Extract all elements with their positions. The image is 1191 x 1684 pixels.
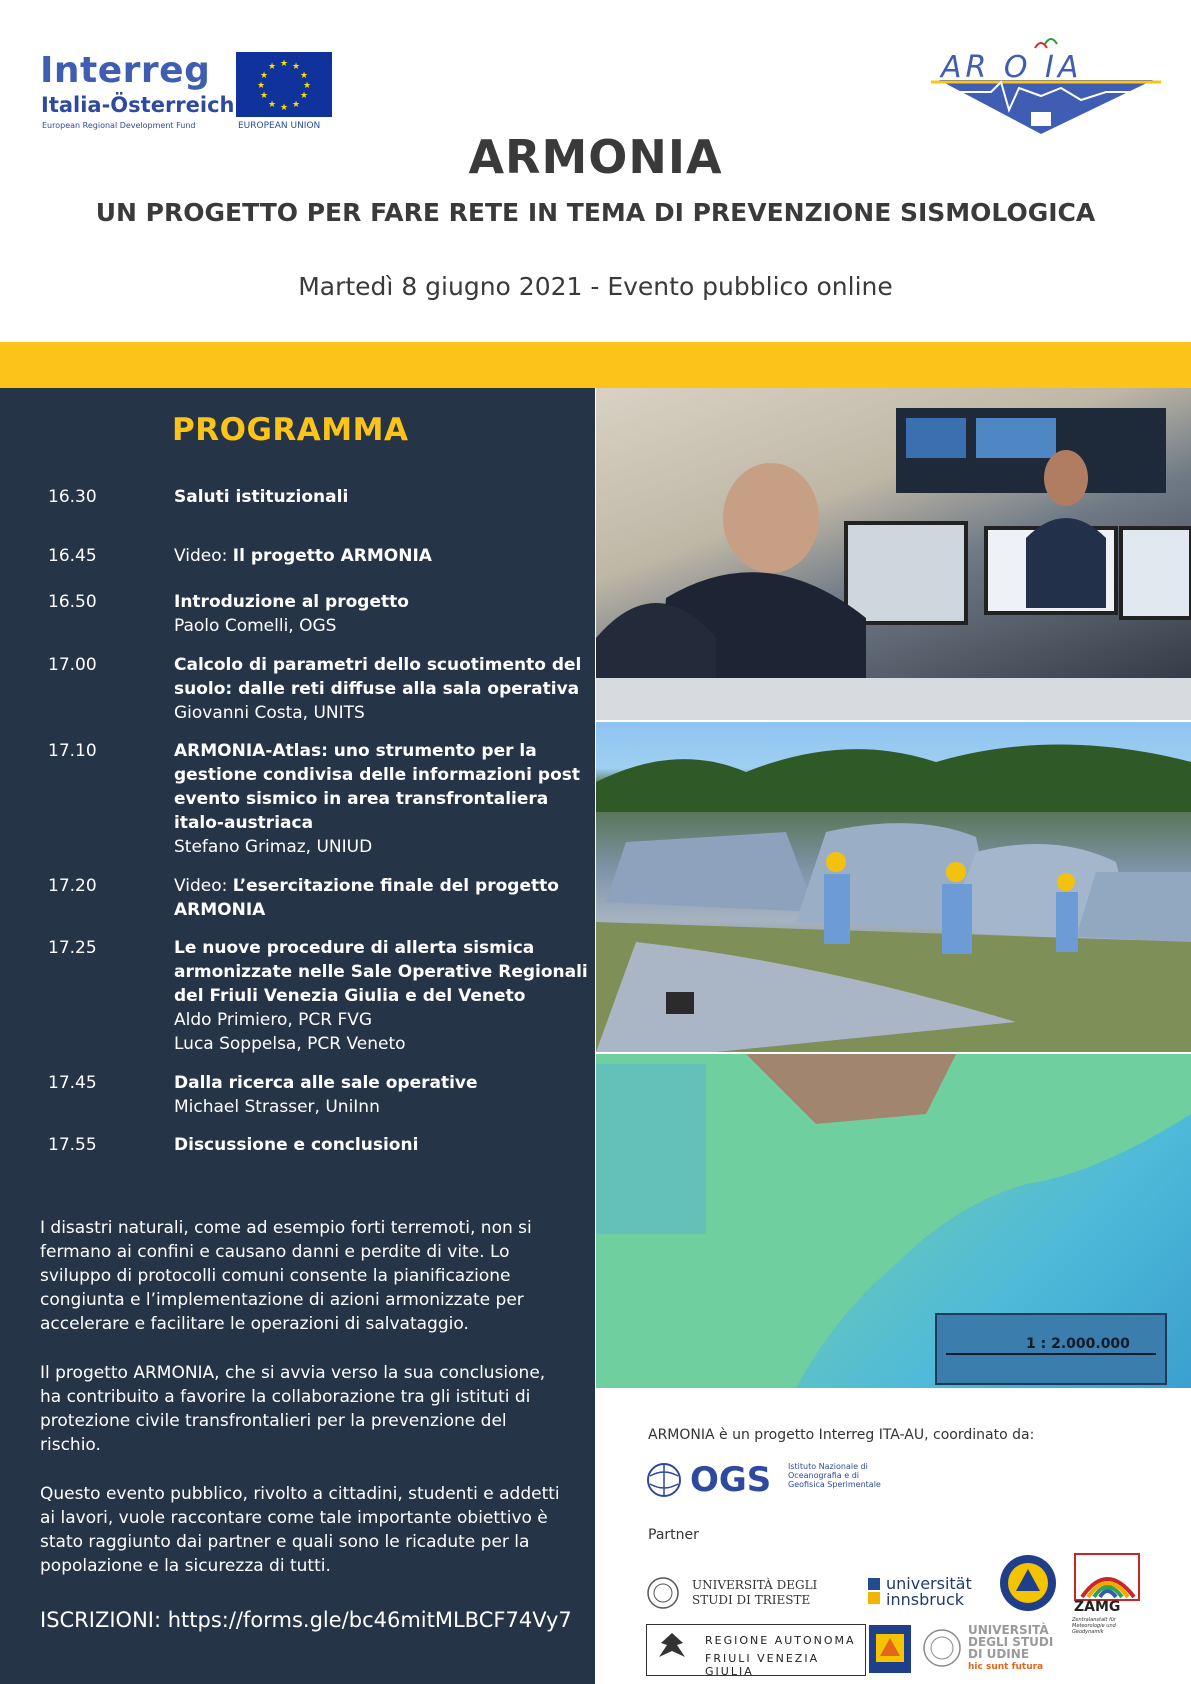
units-name: UNIVERSITÀ DEGLI STUDI DI TRIESTE bbox=[692, 1578, 818, 1607]
svg-text:★: ★ bbox=[259, 91, 269, 101]
innsbruck-word: universität bbox=[886, 1574, 972, 1593]
svg-text:1 : 2.000.000: 1 : 2.000.000 bbox=[1026, 1336, 1130, 1352]
innsbruck-square-icon bbox=[868, 1592, 880, 1604]
uniud-seal-icon bbox=[922, 1628, 962, 1668]
program-item-title: Le nuove procedure di allerta sismica armonizzate nelle Sale Operative Regionali del Friuli Venezia Giulia e del Veneto bbox=[174, 938, 588, 1006]
event-date: Martedì 8 giugno 2021 - Evento pubblico online bbox=[298, 272, 893, 301]
yellow-band bbox=[0, 342, 1191, 388]
innsbruck-city: innsbruck bbox=[886, 1590, 964, 1609]
eu-flag-icon bbox=[236, 52, 332, 117]
protezione-civile-icon bbox=[998, 1553, 1058, 1613]
program-item-title: Dalla ricerca alle sale operative bbox=[174, 1073, 478, 1093]
svg-text:★: ★ bbox=[299, 91, 309, 101]
interreg-fund: European Regional Development Fund bbox=[42, 121, 196, 130]
interreg-wordmark: Interreg bbox=[40, 50, 211, 91]
program-speaker: Stefano Grimaz, UNIUD bbox=[174, 837, 373, 857]
svg-text:★: ★ bbox=[279, 103, 289, 113]
uniud-line-2: DEGLI STUDI bbox=[968, 1635, 1054, 1649]
program-time: 17.00 bbox=[48, 655, 97, 675]
svg-text:★: ★ bbox=[267, 100, 277, 110]
program-time: 17.55 bbox=[48, 1135, 97, 1155]
zamg-abbr: ZAMG bbox=[1074, 1599, 1121, 1615]
svg-text:★: ★ bbox=[279, 59, 289, 69]
program-time: 17.25 bbox=[48, 938, 97, 958]
partner-label: Partner bbox=[648, 1527, 699, 1543]
svg-text:★: ★ bbox=[291, 62, 301, 72]
ogs-abbr: OGS bbox=[690, 1460, 772, 1500]
program-time: 17.10 bbox=[48, 741, 97, 761]
page-subtitle: UN PROGETTO PER FARE RETE IN TEMA DI PREVENZIONE SISMOLOGICA bbox=[95, 198, 1096, 227]
zamg-full-name: Zentralanstalt für Meteorologie und Geodynamik bbox=[1072, 1617, 1116, 1635]
svg-text:★: ★ bbox=[256, 81, 266, 91]
interreg-logo bbox=[40, 50, 340, 135]
page-title: ARMONIA bbox=[468, 130, 723, 184]
program-title: PROGRAMMA bbox=[172, 412, 409, 448]
zamg-logo bbox=[1074, 1553, 1140, 1621]
description-paragraph: Questo evento pubblico, rivolto a cittadini, studenti e addetti ai lavori, vuole raccontare come tale importante obiettivo è stato raggiunto dai partner e quali sono le ricadute per la popolazione e la sicurezza di tutti. bbox=[40, 1484, 560, 1576]
program-speaker: Giovanni Costa, UNITS bbox=[174, 703, 365, 723]
armonia-logo-text: AR O IA bbox=[941, 50, 1083, 85]
program-time: 17.45 bbox=[48, 1073, 97, 1093]
protezione-civile-logo bbox=[998, 1553, 1058, 1613]
program-item-title: L’esercitazione finale del progetto ARMONIA bbox=[174, 876, 559, 920]
uniud-logo bbox=[922, 1624, 1062, 1680]
program-item-title: ARMONIA-Atlas: uno strumento per la gestione condivisa delle informazioni post evento sismico in area transfrontaliera italo-austriaca bbox=[174, 741, 580, 833]
atlas-map-photo bbox=[596, 1054, 1191, 1388]
protezione-civile-fvg-logo bbox=[868, 1624, 912, 1674]
units-logo bbox=[646, 1572, 856, 1614]
program-speaker: Aldo Primiero, PCR FVG bbox=[174, 1010, 373, 1030]
program-item-title: Saluti istituzionali bbox=[174, 487, 349, 507]
program-time: 17.20 bbox=[48, 876, 97, 896]
program-item-title: Il progetto ARMONIA bbox=[232, 546, 432, 566]
program-time: 16.30 bbox=[48, 487, 97, 507]
svg-text:★: ★ bbox=[302, 81, 312, 91]
program-speaker: Paolo Comelli, OGS bbox=[174, 616, 337, 636]
ogs-globe-icon bbox=[646, 1462, 682, 1498]
uniud-motto: hic sunt futura bbox=[968, 1662, 1044, 1672]
pc-fvg-icon bbox=[868, 1624, 912, 1674]
fvg-line-1: REGIONE AUTONOMA bbox=[705, 1634, 856, 1647]
fvg-eagle-icon bbox=[655, 1629, 689, 1669]
innsbruck-logo bbox=[868, 1575, 988, 1615]
svg-text:★: ★ bbox=[291, 100, 301, 110]
ogs-full-name: Istituto Nazionale di Oceanografia e di Geofisica Sperimentale bbox=[788, 1462, 881, 1489]
program-speaker: Luca Soppelsa, PCR Veneto bbox=[174, 1034, 406, 1054]
fvg-line-2: FRIULI VENEZIA GIULIA bbox=[705, 1652, 820, 1678]
description-paragraph: Il progetto ARMONIA, che si avvia verso la sua conclusione, ha contribuito a favorire la collaborazione tra gli istituti di protezione civile transfrontalieri per la prevenzione del rischio. bbox=[40, 1363, 546, 1455]
units-seal-icon bbox=[646, 1574, 680, 1612]
eu-label: EUROPEAN UNION bbox=[238, 121, 321, 131]
partner-caption: ARMONIA è un progetto Interreg ITA-AU, coordinato da: bbox=[648, 1427, 1035, 1443]
registration-link[interactable]: ISCRIZIONI: https://forms.gle/bc46mitMLBCF74Vy7 bbox=[40, 1608, 572, 1632]
svg-text:★: ★ bbox=[259, 71, 269, 81]
ogs-logo bbox=[646, 1458, 886, 1508]
uniud-line-3: DI UDINE bbox=[968, 1647, 1030, 1661]
control-room-photo bbox=[596, 388, 1191, 720]
program-item-prefix: Video: bbox=[174, 546, 233, 566]
uniud-line-1: UNIVERSITÀ bbox=[968, 1623, 1049, 1637]
fvg-logo bbox=[646, 1624, 866, 1676]
program-item-title: Introduzione al progetto bbox=[174, 592, 409, 612]
svg-text:★: ★ bbox=[299, 71, 309, 81]
field-exercise-photo bbox=[596, 722, 1191, 1052]
program-speaker: Michael Strasser, UniInn bbox=[174, 1097, 380, 1117]
program-item-title: Discussione e conclusioni bbox=[174, 1135, 419, 1155]
svg-text:★: ★ bbox=[267, 62, 277, 72]
program-time: 16.45 bbox=[48, 546, 97, 566]
program-time: 16.50 bbox=[48, 592, 97, 612]
innsbruck-square-icon bbox=[868, 1578, 880, 1590]
description-paragraph: I disastri naturali, come ad esempio forti terremoti, non si fermano ai confini e causano danni e perdite di vite. Lo sviluppo di protocolli comuni consente la pianificazione congiunta e l’implementazione di azioni armonizzate per accelerare e facilitare le operazioni di salvataggio. bbox=[40, 1218, 532, 1334]
program-item-prefix: Video: bbox=[174, 876, 233, 896]
interreg-region: Italia-Österreich bbox=[41, 93, 235, 117]
program-item-title: Calcolo di parametri dello scuotimento del suolo: dalle reti diffuse alla sala operativa bbox=[174, 655, 582, 699]
zamg-rainbow-icon bbox=[1074, 1553, 1140, 1601]
